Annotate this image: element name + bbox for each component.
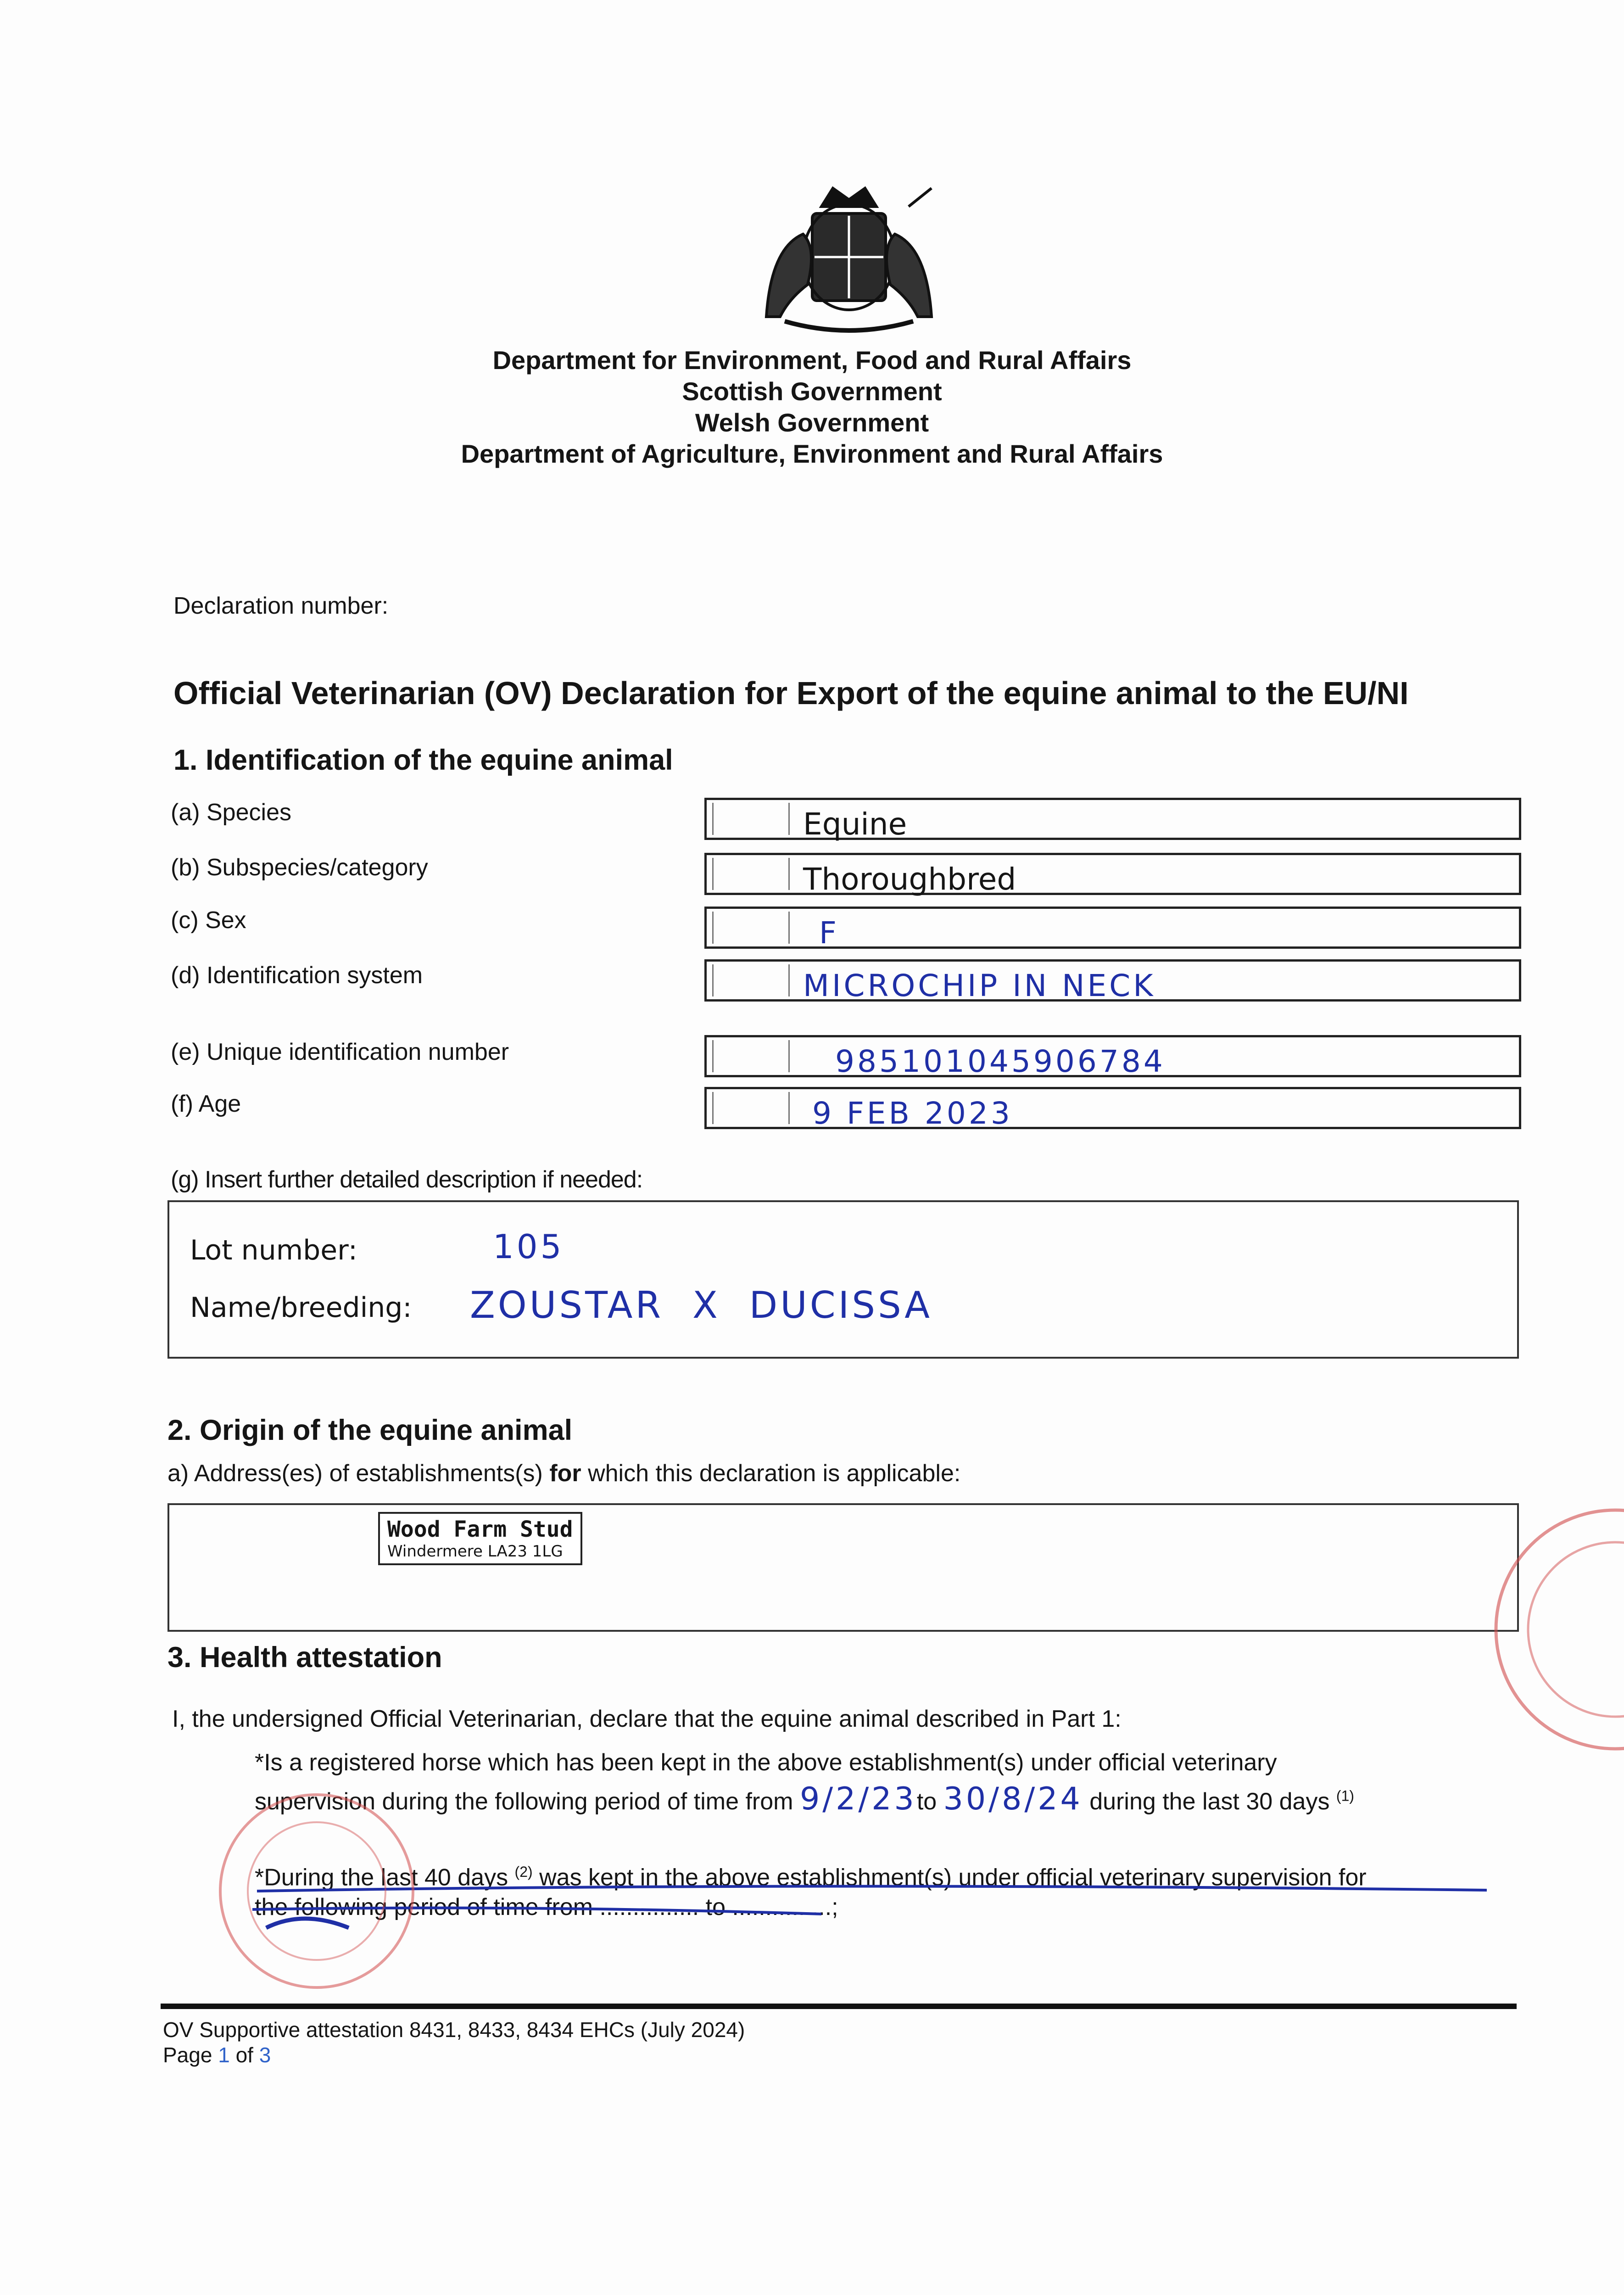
attestation-intro: I, the undersigned Official Veterinarian, declare that the equine animal described in Part 1: [172, 1706, 1122, 1732]
sex-label: (c) Sex [171, 907, 246, 934]
stamp-address: Windermere LA23 1LG [387, 1542, 563, 1561]
unique-id-label: (e) Unique identification number [171, 1039, 509, 1065]
address-instruction: a) Address(es) of establishments(s) for which this declaration is applicable: [167, 1460, 961, 1487]
lot-number-value: 105 [493, 1227, 564, 1266]
age-value: 9 FEB 2023 [812, 1096, 1013, 1131]
establishment-address-box [167, 1503, 1519, 1632]
wood-farm-stud-stamp [378, 1512, 582, 1565]
lot-number-label: Lot number: [190, 1234, 358, 1266]
identification-system-label: (d) Identification system [171, 962, 423, 989]
department-line-3: Welsh Government [695, 408, 929, 437]
department-line-2: Scottish Government [682, 377, 942, 406]
unique-id-field [704, 1035, 1521, 1077]
department-line-4: Department of Agriculture, Environment and Rural Affairs [461, 439, 1163, 468]
age-label: (f) Age [171, 1091, 241, 1117]
species-label: (a) Species [171, 799, 291, 826]
identification-system-value: MICROCHIP IN NECK [803, 968, 1156, 1003]
document-title: Official Veterinarian (OV) Declaration for Export of the equine animal to the EU/NI [173, 675, 1409, 711]
period-from-value: 9/2/23 [799, 1781, 917, 1817]
unique-id-value: 985101045906784 [835, 1044, 1166, 1079]
section-2-heading: 2. Origin of the equine animal [167, 1414, 573, 1446]
attestation-p2-line2: the following period of time from ............... to ...............; [255, 1894, 838, 1920]
royal-coat-of-arms-icon [753, 179, 945, 337]
footer-attestation-ref: OV Supportive attestation 8431, 8433, 8434 EHCs (July 2024) [163, 2018, 745, 2042]
period-to-value: 30/8/24 [943, 1781, 1083, 1817]
attestation-p1-line2: supervision during the following period of time from 9/2/23to 30/8/24 during the last 30 days $^{(1)}$ [255, 1781, 1355, 1817]
species-value: Equine [803, 806, 907, 842]
name-breeding-value: ZOUSTAR X DUCISSA [470, 1284, 932, 1327]
identification-system-field [704, 959, 1521, 1002]
official-veterinarian-stamp-left [179, 1781, 463, 2001]
sex-value: F [819, 915, 839, 951]
subspecies-label: (b) Subspecies/category [171, 854, 428, 881]
attestation-p2-line1: *During the last 40 days $^{(2)}$ was kept in the above establishment(s) under official veterinary supervision for [255, 1864, 1367, 1891]
stamp-name: Wood Farm Stud [387, 1517, 573, 1542]
section-3-heading: 3. Health attestation [167, 1641, 442, 1674]
further-description-label: (g) Insert further detailed description if needed: [171, 1166, 643, 1193]
department-line-1: Department for Environment, Food and Rural Affairs [492, 346, 1132, 375]
further-description-box [167, 1200, 1519, 1359]
footer-rule [161, 2004, 1517, 2009]
name-breeding-label: Name/breeding: [190, 1292, 412, 1324]
species-field [704, 798, 1521, 840]
sex-field [704, 907, 1521, 949]
subspecies-value: Thoroughbred [803, 862, 1016, 897]
official-veterinarian-stamp-right [1468, 1492, 1624, 1767]
age-field [704, 1087, 1521, 1129]
attestation-p1-line1: *Is a registered horse which has been kept in the above establishment(s) under official veterinary [255, 1749, 1277, 1776]
subspecies-field [704, 853, 1521, 895]
footer-page-number: Page 1 of 3 [163, 2043, 271, 2067]
declaration-number-label: Declaration number: [173, 593, 389, 619]
section-1-heading: 1. Identification of the equine animal [173, 744, 673, 776]
